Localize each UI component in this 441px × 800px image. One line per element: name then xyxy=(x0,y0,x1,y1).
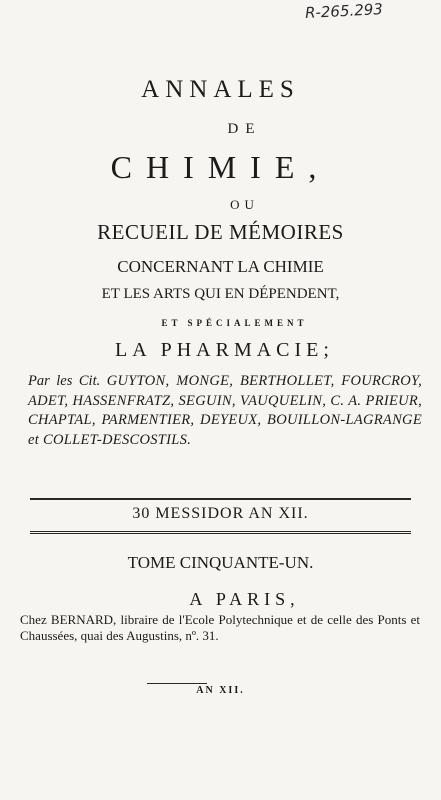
publication-year: AN XII. xyxy=(196,685,245,696)
title-annales: ANNALES xyxy=(141,76,300,103)
year-divider xyxy=(147,683,207,684)
divider-bottom xyxy=(30,531,411,532)
title-specialement: ET SPÉCIALEMENT xyxy=(161,318,308,328)
divider-bottom-double xyxy=(30,533,411,534)
title-ou: OU xyxy=(230,197,259,212)
issue-date: 30 MESSIDOR AN XII. xyxy=(132,505,309,522)
title-chimie: CHIMIE, xyxy=(110,149,331,185)
title-arts: ET LES ARTS QUI EN DÉPENDENT, xyxy=(101,286,340,302)
authors-list xyxy=(28,372,422,450)
publisher-info: Chez BERNARD, libraire de l'Ecole Polytechnique et de celle des Ponts et Chaussées, quai des Augustins, nº. 31. xyxy=(20,612,420,643)
tome-label: TOME CINQUANTE-UN. xyxy=(127,553,314,572)
city-label: A PARIS, xyxy=(189,589,300,609)
title-recueil: RECUEIL DE MÉMOIRES xyxy=(97,220,344,244)
divider-top xyxy=(30,498,411,500)
title-concernant: CONCERNANT LA CHIMIE xyxy=(117,257,324,276)
authors-prefix: Par les Cit. xyxy=(28,373,101,389)
shelfmark: R-265.293 xyxy=(304,0,384,23)
authors-names: GUYTON, MONGE, BERTHOLLET, FOURCROY, ADET, HASSENFRATZ, SEGUIN, VAUQUELIN, C. A. PRIEUR, CHAPTAL, PARMENTIER, DEYEUX, BOUILLON-LAGRANGE et COLLET-DESCOSTILS. xyxy=(28,373,423,448)
title-pharmacie: LA PHARMACIE; xyxy=(115,339,334,361)
title-de: DE xyxy=(227,121,262,137)
